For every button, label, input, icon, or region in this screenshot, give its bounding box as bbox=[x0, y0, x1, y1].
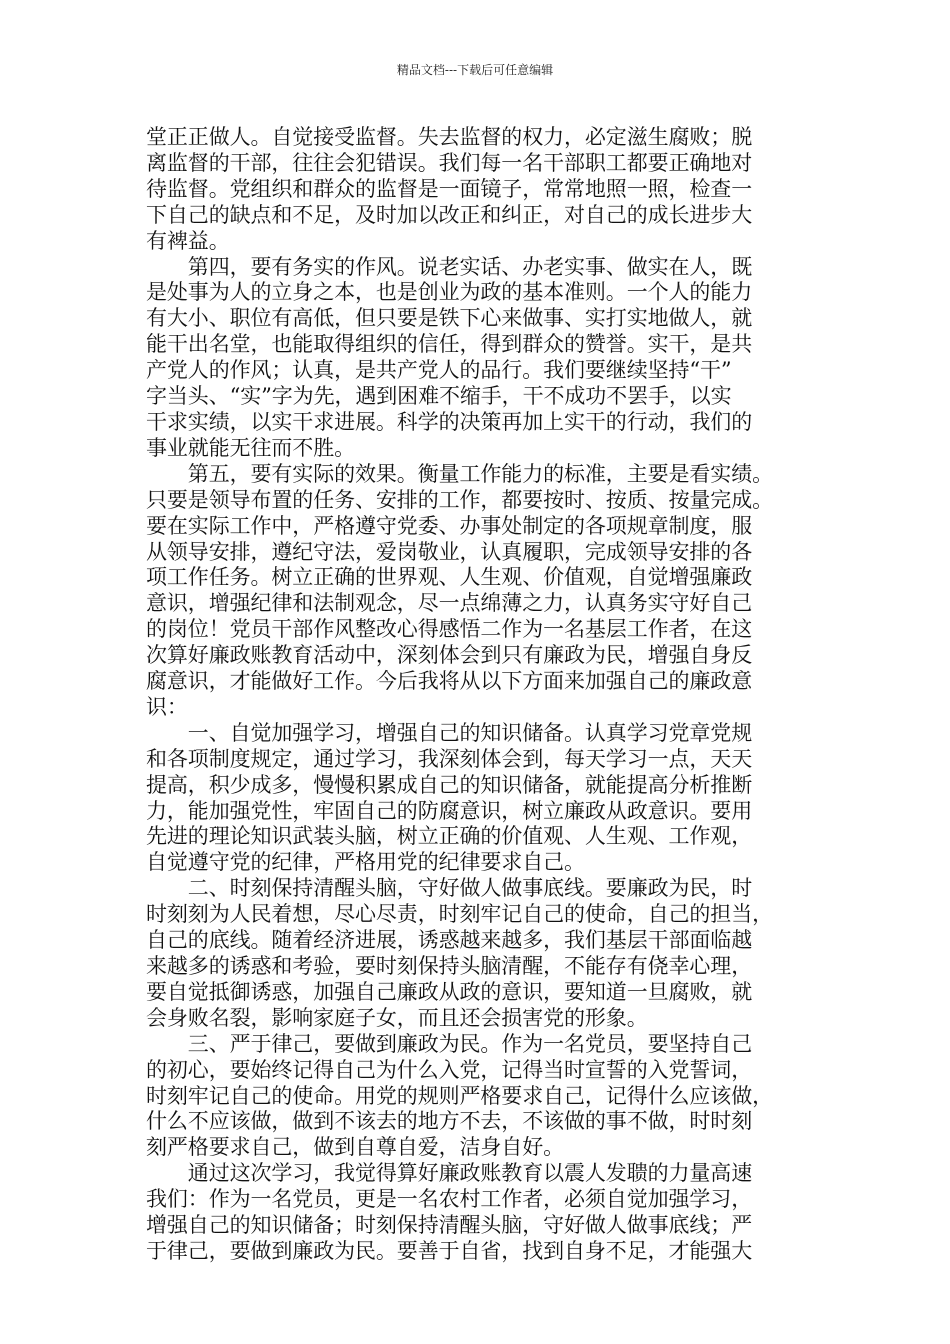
text-line: 从领导安排，遵纪守法，爱岗敬业，认真履职，完成领导安排的各 bbox=[146, 539, 753, 564]
text-line: 力，能加强党性，牢固自己的防腐意识，树立廉政从政意识。要用 bbox=[146, 798, 753, 823]
text-line: 二、时刻保持清醒头脑，守好做人做事底线。要廉政为民，时 bbox=[146, 876, 753, 901]
text-line: 我们：作为一名党员，更是一名农村工作者，必须自觉加强学习， bbox=[146, 1187, 753, 1212]
text-line: 有大小、职位有高低，但只要是铁下心来做事、实打实地做人，就 bbox=[146, 306, 753, 331]
text-line: 提高，积少成多，慢慢积累成自己的知识储备，就能提高分析推断 bbox=[146, 772, 753, 797]
text-line: 会身败名裂，影响家庭子女，而且还会损害党的形象。 bbox=[146, 1005, 648, 1030]
text-line: 意识，增强纪律和法制观念，尽一点绵薄之力，认真务实守好自己 bbox=[146, 591, 753, 616]
text-line: 干求实绩，以实干求进展。科学的决策再加上实干的行动，我们的 bbox=[146, 409, 753, 434]
document-body bbox=[146, 125, 834, 1265]
text-line: 通过这次学习，我觉得算好廉政账教育以震人发聩的力量高速 bbox=[146, 1161, 753, 1186]
text-line: 待监督。党组织和群众的监督是一面镜子，常常地照一照，检查一 bbox=[146, 176, 753, 201]
header-text: 精品文档---下载后可任意编辑 bbox=[396, 63, 554, 77]
text-line: 第四，要有务实的作风。说老实话、办老实事、做实在人，既 bbox=[146, 254, 753, 279]
text-line: 能干出名堂，也能取得组织的信任，得到群众的赞誉。实干，是共 bbox=[146, 332, 753, 357]
text-line: 来越多的诱惑和考验，要时刻保持头脑清醒，不能存有侥幸心理， bbox=[146, 954, 753, 978]
text-line: 腐意识，才能做好工作。今后我将从以下方面来加强自己的廉政意 bbox=[146, 669, 753, 694]
text-line: 的初心，要始终记得自己为什么入党，记得当时宣誓的入党誓词， bbox=[146, 1057, 753, 1082]
text-line: 次算好廉政账教育活动中，深刻体会到只有廉政为民，增强自身反 bbox=[146, 643, 753, 668]
text-line: 的岗位！党员干部作风整改心得感悟二作为一名基层工作者，在这 bbox=[146, 617, 753, 642]
text-line: 时刻刻为人民着想，尽心尽责，时刻牢记自己的使命，自己的担当， bbox=[146, 902, 773, 927]
text-line: 和各项制度规定，通过学习，我深刻体会到，每天学习一点，天天 bbox=[146, 746, 753, 771]
text-line: 什么不应该做，做到不该去的地方不去，不该做的事不做，时时刻 bbox=[146, 1109, 753, 1134]
text-line: 自觉遵守党的纪律，严格用党的纪律要求自己。 bbox=[146, 850, 585, 875]
text-line: 要在实际工作中，严格遵守党委、办事处制定的各项规章制度，服 bbox=[146, 513, 753, 538]
text-line: 自己的底线。随着经济进展，诱惑越来越多，我们基层干部面临越 bbox=[146, 928, 753, 953]
text-line: 产党人的作风；认真，是共产党人的品行。我们要继续坚持“干” bbox=[146, 358, 732, 383]
text-line: 事业就能无往而不胜。 bbox=[146, 435, 355, 460]
text-line: 要自觉抵御诱惑，加强自己廉政从政的意识，要知道一旦腐败，就 bbox=[146, 979, 753, 1004]
text-line: 刻严格要求自己，做到自尊自爱，洁身自好。 bbox=[146, 1135, 564, 1160]
page-header bbox=[0, 62, 950, 78]
text-line: 堂正正做人。自觉接受监督。失去监督的权力，必定滋生腐败；脱 bbox=[146, 125, 753, 149]
text-line: 离监督的干部，往往会犯错误。我们每一名干部职工都要正确地对 bbox=[146, 150, 753, 175]
text-line: 三、严于律己，要做到廉政为民。作为一名党员，要坚持自己 bbox=[146, 1031, 753, 1056]
text-line: 于律己，要做到廉政为民。要善于自省，找到自身不足，才能强大 bbox=[146, 1238, 753, 1263]
text-line: 是处事为人的立身之本，也是创业为政的基本准则。一个人的能力 bbox=[146, 280, 753, 305]
text-line: 有裨益。 bbox=[146, 228, 230, 253]
text-line: 时刻牢记自己的使命。用党的规则严格要求自己，记得什么应该做， bbox=[146, 1083, 773, 1108]
text-line: 识： bbox=[146, 694, 188, 719]
text-line: 只要是领导布置的任务、安排的工作，都要按时、按质、按量完成。 bbox=[146, 487, 773, 512]
text-line: 项工作任务。树立正确的世界观、人生观、价值观，自觉增强廉政 bbox=[146, 565, 753, 590]
text-line: 增强自己的知识储备；时刻保持清醒头脑，守好做人做事底线；严 bbox=[146, 1213, 753, 1238]
text-line: 一、自觉加强学习，增强自己的知识储备。认真学习党章党规 bbox=[146, 720, 753, 745]
text-line: 字当头、“实”字为先，遇到困难不缩手，干不成功不罢手，以实 bbox=[146, 384, 732, 409]
text-line: 下自己的缺点和不足，及时加以改正和纠正，对自己的成长进步大 bbox=[146, 202, 753, 227]
text-line: 第五，要有实际的效果。衡量工作能力的标准，主要是看实绩。 bbox=[146, 461, 773, 486]
text-line: 先进的理论知识武装头脑，树立正确的价值观、人生观、工作观， bbox=[146, 824, 753, 849]
